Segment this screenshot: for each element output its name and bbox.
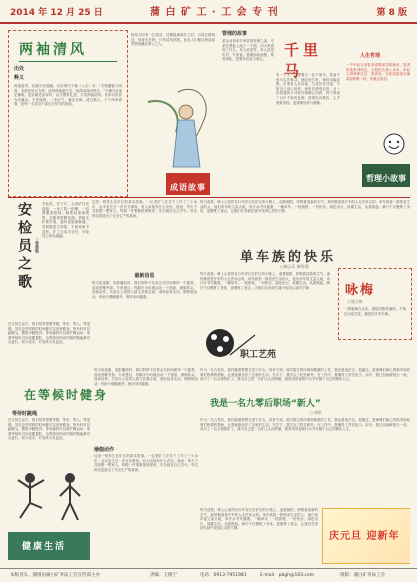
footer-phone: 电话：0913-7951981 <box>200 573 247 578</box>
article-anjian-body: 安检员，井下行，头顶矿灯亮晶晶。一身工装一把锤，一双慧眼查隐情。敲帮问顶细观察，瓦斯浓度勤检测。顶板支护要牢靠，通风设施保畅通。发现隐患立即报，不留死角不放松。矿工兄弟平安归，安检员心里乐融融。 <box>42 202 89 239</box>
article-zheli-header: 人生哲理 <box>360 53 381 59</box>
masthead: 蒲 白 矿 工 · 工 会 专 刊 <box>150 7 279 18</box>
article-gongli-title: 我是一名九零后职场“新人” <box>210 399 321 409</box>
article-qianli <box>222 35 340 193</box>
divider-horizontal <box>8 197 410 198</box>
article-danche-body: 每天清晨，骑上心爱的自行车穿行在矿区的小路上，迎着朝阳，呼吸着清新的空气，那份惬意是开车的人无法体会的。单车族是一群热爱生活的人，他们用车轮丈量大地，用汗水书写健康。一辆单车，一段旅程，一份快乐，绿色出行，低碳生活，从我做起。骑行不仅锻炼了身体，更磨炼了意志，让我们在奔波忙碌中找到心灵的宁静。 <box>200 272 330 290</box>
article-qianli-title: 千里马 <box>284 41 323 80</box>
article-zheli <box>342 30 414 195</box>
article-guanli-body: 某企业请来专家讲授管理之道，专家在黑板上画了一个圆，问大家看到了什么。有人说是零，有人说是句号，专家说：管理如同画圆，要有规矩，更要有包容与周全。 <box>222 39 274 62</box>
yoga-title: 瑜伽动作 <box>94 447 115 453</box>
yuandan-label: 庆元旦 迎新年 <box>329 531 400 542</box>
article-yongmei <box>338 268 412 340</box>
chengyu-label: 成语故事 <box>170 183 206 192</box>
article-danche-title: 单车族的快乐 <box>240 250 337 265</box>
article-tips-title: 最新信息 <box>134 273 155 279</box>
article-liangxiu-body: 两袖清风，比喻为官清廉。出自明代于谦《入京》诗：“手帕蘑菇与线香，本资民用反为殃。清风两袖朝天去，免得闾阎话短长。”于谦为官清正廉明，进京朝见皇帝时，从不携带礼品，只带两袖清风。后用以形容为官廉洁，不贪钱财，一身正气。廉洁自律，清白做人，干干净净做事，是每一名党员干部应当坚守的底线。 <box>14 84 122 107</box>
article-gongli-sub: ○刘欢 <box>310 410 322 415</box>
gongli-banner <box>200 325 335 365</box>
article-anjian-sub: ○鲁惠敏 <box>35 236 40 253</box>
article-jiankang <box>8 322 198 562</box>
yuandan-banner <box>322 508 410 564</box>
article-jiankang-body3: 这是一则发生在矿区的真实故事。一位老矿工在井下工作了三十余年，从未发生过一次安全事故。有人问他有什么诀窍，他说：每天下井前想一想家人，每做一件事都按规程来，安全就在自己手中。朴实的话语道出了安全生产的真谛。 <box>94 454 198 472</box>
footer-typeset: 排版：蒲白矿务局工会 <box>340 573 385 578</box>
article-hao-body: 这是一则发生在矿区的真实故事。一位老矿工在井下工作了三十余年，从未发生过一次安全事故。有人问他有什么诀窍，他说：每天下井前想一想家人，每做一件事都按规程来，安全就在自己手中。朴实的话语道出了安全生产的真谛。 <box>92 200 197 218</box>
page-header <box>0 0 417 24</box>
article-zheli-title: 哲理小故事 <box>366 174 406 183</box>
yoga-illustration <box>10 468 90 528</box>
article-chengyu-body: 相传古时有一位清官，任期届满离开之时，百姓拦路相送，他身无长物，只有清风伴随。此后人们便以两袖清风赞扬廉洁奉公之人。 <box>131 33 215 47</box>
article-qianli-body: 有一个人一心想要买一匹千里马，然而千里马实在难寻，他四处打听，始终未能如愿。后来有人告诉他，与其苦苦寻觅，不如自己用心培养。他听后深受启发，从一匹普通的小马驹开始精心饲养，终于养成了日行千里的良驹。故事告诉我们，人才需要发现，更需要培养与磨砺。 <box>276 73 340 105</box>
article-jiankang-title: 在等候时健身 <box>24 388 109 402</box>
article-hao <box>92 200 197 270</box>
issue-date: 2014 年 12 月 25 日 <box>10 8 103 18</box>
smiley-icon <box>382 132 406 156</box>
fit-banner <box>8 532 90 560</box>
article-yongmei-body: 一树寒梅白玉条，迥临村路傍溪桥。不知近水花先发，疑是经冬雪未销。 <box>344 307 406 316</box>
fit-title: 健康生活 <box>22 542 67 552</box>
article-gongli-body2: 每天清晨，骑上心爱的自行车穿行在矿区的小路上，迎着朝阳，呼吸着清新的空气，那份惬意是开车的人无法体会的。单车族是一群热爱生活的人，他们用车轮丈量大地，用汗水书写健康。一辆单车，一段旅程，一份快乐，绿色出行，低碳生活，从我做起。骑行不仅锻炼了身体，更磨炼了意志，让我们在奔波忙碌中找到心灵的宁静。 <box>200 508 318 531</box>
gongli-section: 职工艺苑 <box>240 350 277 360</box>
footer-sponsor: 本版刊头、插图由蒲白矿务局工会宣传部主办 <box>10 573 100 578</box>
article-danche-intro: 每天清晨，骑上心爱的自行车穿行在矿区的小路上，迎着朝阳，呼吸着清新的空气，那份惬意是开车的人无法体会的。单车族是一群热爱生活的人，他们用车轮丈量大地，用汗水书写健康。一辆单车，一段旅程，一份快乐，绿色出行，低碳生活，从我做起。骑行不仅锻炼了身体，更磨炼了意志，让我们在奔波忙碌中找到心灵的宁静。 <box>200 200 410 214</box>
article-liangxiu-sub2: 释义 <box>14 75 25 81</box>
page-footer <box>0 568 417 582</box>
article-liangxiu <box>8 30 128 197</box>
article-tips-body: 每当电视剧、电影播放时，我们的脖子经常会长时间保持一个姿势，造成颈椎劳损。专家建议，每隔半小时就活动一下颈部，做做转头、耸肩动作。久坐办公室的人群尤其要注意，适时起身走动，做伸展运动，有助于缓解疲劳，保持身体健康。 <box>92 281 197 299</box>
article-zheli-body: 一个年轻人向智者请教成功的秘诀，智者带他来到河边，让他把头埋入水中。年轻人拼命挣扎后，智者说：当你渴望成功像渴望呼吸一样，你就会成功。 <box>346 63 410 81</box>
article-gongli <box>200 368 410 564</box>
chengyu-label-box <box>166 173 210 195</box>
article-yongmei-sub: ○刘立伟 <box>347 299 363 304</box>
footer-editor: 责编：王晓宁 <box>150 573 177 578</box>
article-gongli-body: 作为一名九零后，我怀揣着梦想走进了矿山。初来乍到，面对陌生的环境和繁重的工作，我也曾迷茫过、退缩过。是师傅们耐心的指导和同事们热情的帮助，让我逐渐适应了这里的生活。在井下，我学会了吃苦耐劳；在工作中，我懂得了责任担当。如今，我已经能够独当一面，成为了一名合格的矿工。我为自己是一名矿山人而骄傲，我将用青春和汗水书写属于自己的精彩人生。 <box>200 418 410 432</box>
article-liangxiu-title: 两袖清风 <box>19 42 87 58</box>
footer-email: E-mail：pbgh@163.com <box>260 573 315 578</box>
page-number: 第 8 版 <box>376 8 407 18</box>
article-chengyu <box>128 30 218 195</box>
article-jiankang-intro: 在日常生活中，我们常常需要等候，等车、等人、等电梯。其实这些零碎的时间都可以用来健身。等车时可以踮脚尖，锻炼小腿肌肉；等电梯时可以做扩胸运动；坐着等候时可以收腹提肛。这些简单的动作随时随地都可以进行，积少成多，对身体大有益处。 <box>8 322 90 345</box>
article-liangxiu-sub1: 出处 <box>14 66 25 72</box>
article-anjian <box>8 200 90 320</box>
article-anjian-title: 安检员之歌 <box>16 202 32 292</box>
article-jiankang-body2: 每当电视剧、电影播放时，我们的脖子经常会长时间保持一个姿势，造成颈椎劳损。专家建议，每隔半小时就活动一下颈部，做做转头、耸肩动作。久坐办公室的人群尤其要注意，适时起身走动，做伸展运动，有助于缓解疲劳，保持身体健康。 <box>94 368 198 386</box>
zheli-title-box <box>362 164 410 187</box>
article-gongli-intro: 作为一名九零后，我怀揣着梦想走进了矿山。初来乍到，面对陌生的环境和繁重的工作，我也曾迷茫过、退缩过。是师傅们耐心的指导和同事们热情的帮助，让我逐渐适应了这里的生活。在井下，我学会了吃苦耐劳；在工作中，我懂得了责任担当。如今，我已经能够独当一面，成为了一名合格的矿工。我为自己是一名矿山人而骄傲，我将用青春和汗水书写属于自己的精彩人生。 <box>200 368 410 382</box>
article-jiankang-body: 在日常生活中，我们常常需要等候，等车、等人、等电梯。其实这些零碎的时间都可以用来健身。等车时可以踮脚尖，锻炼小腿肌肉；等电梯时可以做扩胸运动；坐着等候时可以收腹提肛。这些简单的动作随时随地都可以进行，积少成多，对身体大有益处。 <box>8 418 90 441</box>
article-danche-sub: ○韩云乐 韩雪莉 <box>280 264 309 269</box>
jump-title: 等待时跳绳 <box>12 411 38 417</box>
article-guanli-title: 管理的故事 <box>222 31 248 37</box>
article-yongmei-title: 咏梅 <box>345 283 376 298</box>
